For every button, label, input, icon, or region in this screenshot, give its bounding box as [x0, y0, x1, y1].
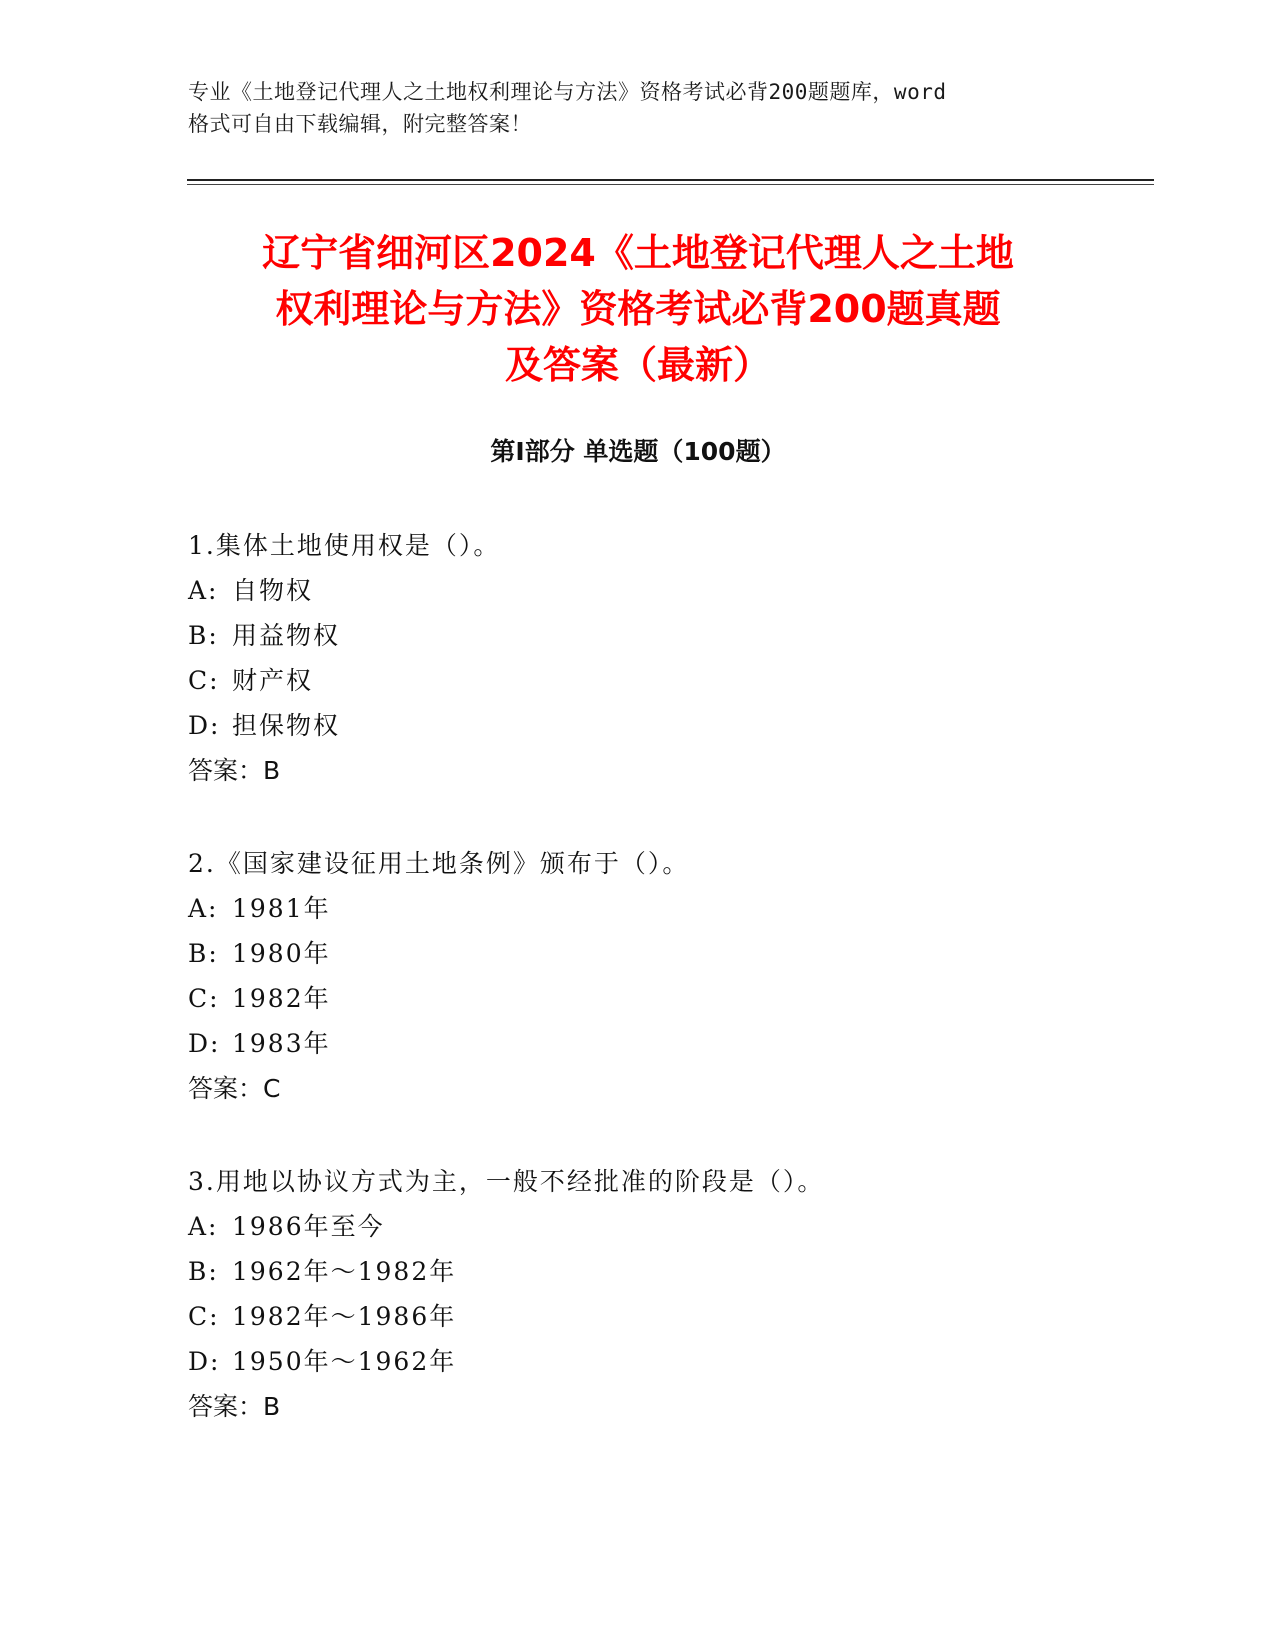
- option-letter: C:: [188, 984, 220, 1013]
- header-note-line-1: 专业《土地登记代理人之土地权利理论与方法》资格考试必背200题题库，word: [188, 80, 947, 104]
- option-c: [188, 658, 1088, 703]
- question-stem: 1.集体土地使用权是（）。: [188, 531, 501, 560]
- option-d: [188, 1339, 1088, 1384]
- option-letter: B:: [188, 621, 219, 650]
- option-text: 1981年: [232, 894, 331, 923]
- question-stem: 2.《国家建设征用土地条例》颁布于（）。: [188, 849, 690, 878]
- option-text: 1980年: [232, 939, 331, 968]
- option-letter: C:: [188, 1302, 220, 1331]
- option-letter: C:: [188, 666, 220, 695]
- header-note: [188, 76, 1068, 140]
- option-letter: A:: [188, 894, 219, 923]
- answer-line: 答案：B: [188, 1392, 281, 1421]
- option-a: [188, 568, 1088, 613]
- option-c: [188, 976, 1088, 1021]
- question-stem: 3.用地以协议方式为主，一般不经批准的阶段是（）。: [188, 1167, 825, 1196]
- header-divider-thick: [187, 179, 1154, 181]
- header-divider-thin: [187, 184, 1154, 185]
- document-title-line-3: 及答案（最新）: [504, 343, 771, 387]
- option-letter: D:: [188, 711, 221, 740]
- document-title-line-1: 辽宁省细河区2024《土地登记代理人之土地: [262, 231, 1014, 275]
- option-letter: B:: [188, 939, 219, 968]
- option-a: [188, 1204, 1088, 1249]
- option-text: 1982年～1986年: [232, 1302, 457, 1331]
- option-letter: A:: [188, 1212, 219, 1241]
- option-text: 1983年: [232, 1029, 331, 1058]
- option-b: [188, 1249, 1088, 1294]
- option-letter: D:: [188, 1029, 221, 1058]
- question-2: [188, 841, 1088, 1111]
- option-d: [188, 703, 1088, 748]
- option-letter: D:: [188, 1347, 221, 1376]
- section-title: 第Ⅰ部分 单选题（100题）: [490, 437, 786, 466]
- option-text: 担保物权: [232, 711, 341, 740]
- option-text: 财产权: [232, 666, 314, 695]
- option-text: 用益物权: [232, 621, 341, 650]
- question-1: [188, 523, 1088, 793]
- question-3: [188, 1159, 1088, 1429]
- option-text: 1962年～1982年: [232, 1257, 457, 1286]
- option-text: 1986年至今: [232, 1212, 385, 1241]
- option-c: [188, 1294, 1088, 1339]
- document-title: [188, 225, 1088, 393]
- option-text: 1950年～1962年: [232, 1347, 457, 1376]
- option-text: 自物权: [232, 576, 314, 605]
- option-a: [188, 886, 1088, 931]
- answer-line: 答案：C: [188, 1074, 281, 1103]
- header-note-line-2: 格式可自由下载编辑，附完整答案！: [188, 112, 532, 136]
- option-d: [188, 1021, 1088, 1066]
- document-title-line-2: 权利理论与方法》资格考试必背200题真题: [275, 287, 1001, 331]
- option-b: [188, 613, 1088, 658]
- option-letter: B:: [188, 1257, 219, 1286]
- option-text: 1982年: [232, 984, 331, 1013]
- answer-line: 答案：B: [188, 756, 281, 785]
- option-b: [188, 931, 1088, 976]
- option-letter: A:: [188, 576, 219, 605]
